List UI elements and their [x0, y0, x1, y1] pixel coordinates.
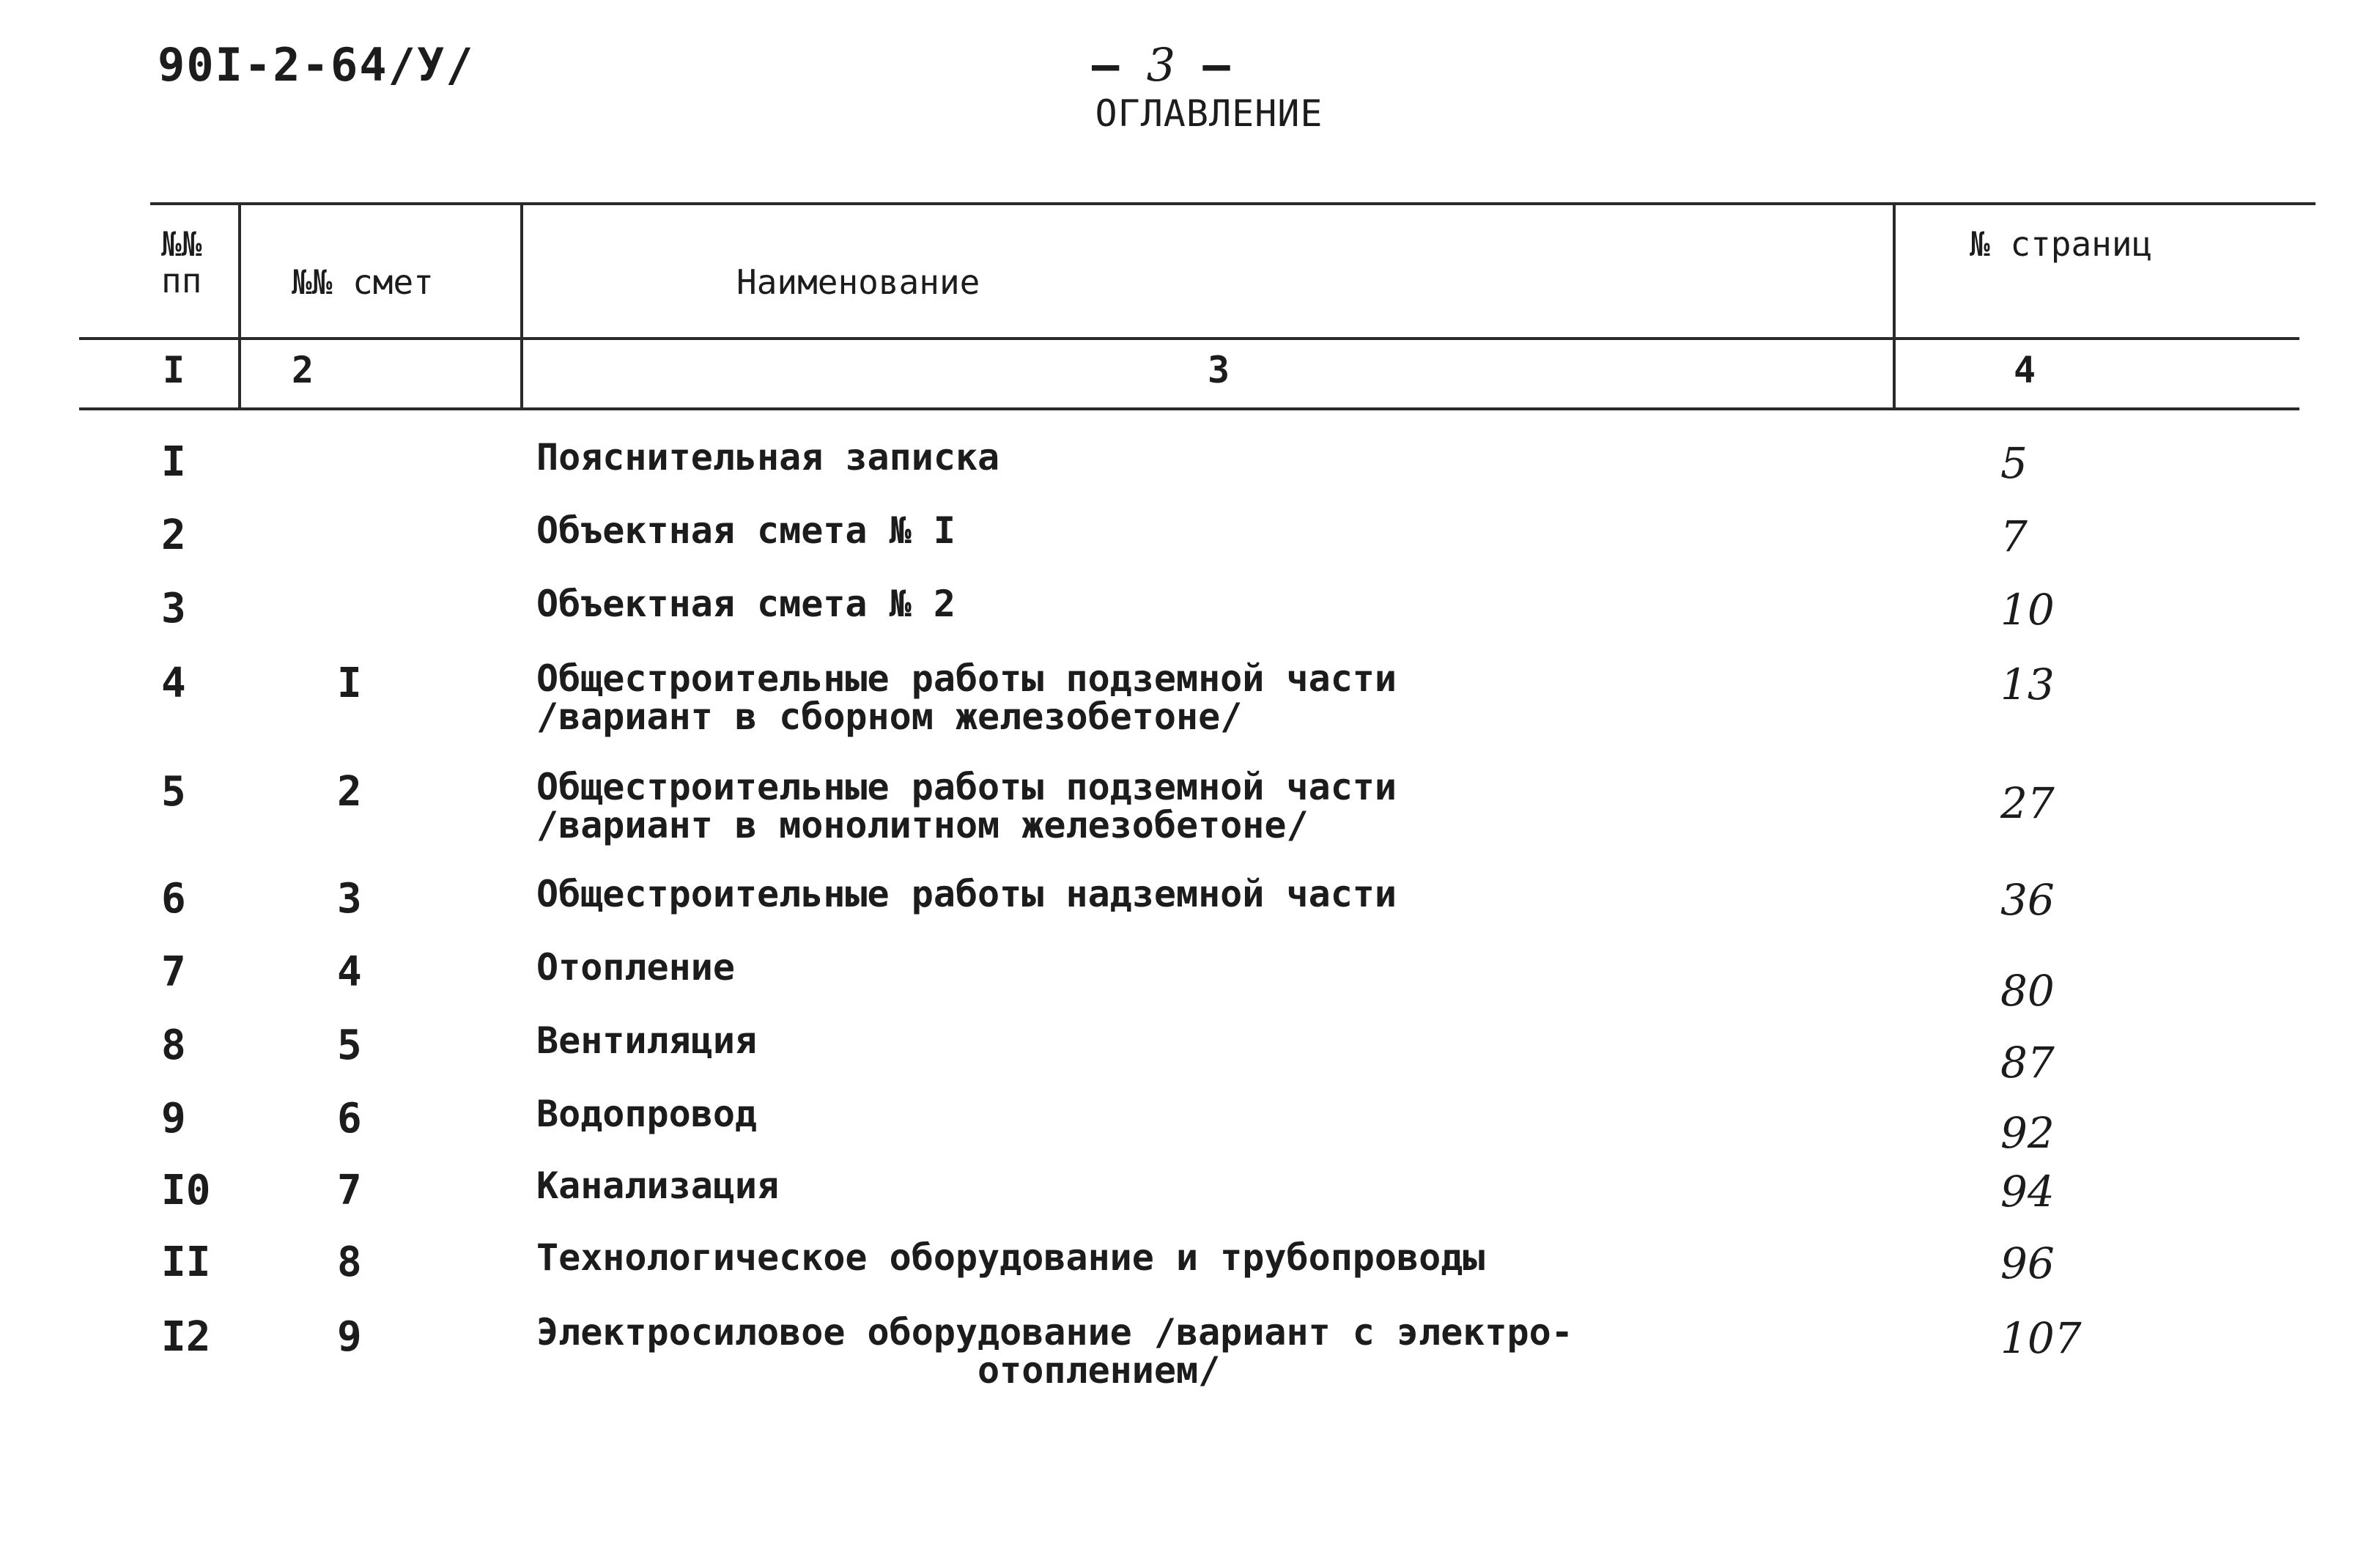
header-page: № страниц — [1970, 224, 2153, 264]
row-estimate: 6 — [337, 1095, 362, 1142]
row-number: 9 — [161, 1095, 186, 1142]
row-title: Вентиляция — [536, 1019, 758, 1062]
row-estimate: 5 — [337, 1022, 362, 1069]
header-estimate: №№ смет — [292, 262, 434, 302]
row-number: 5 — [161, 768, 186, 816]
row-title: Отопление — [536, 946, 735, 989]
row-page: 96 — [2000, 1238, 2055, 1288]
header-number: №№ пп — [161, 224, 202, 300]
column-divider-1 — [238, 205, 241, 407]
row-title: Общестроительные работы подземной части /вариант в монолитном железобетоне/ — [536, 766, 1397, 846]
row-number: II — [161, 1238, 211, 1286]
row-page: 5 — [2000, 438, 2028, 488]
row-title: Объектная смета № I — [536, 509, 956, 552]
row-title: Объектная смета № 2 — [536, 583, 956, 625]
table-top-rule — [150, 202, 2316, 205]
row-title: Пояснительная записка — [536, 436, 1000, 479]
row-page: 94 — [2000, 1167, 2055, 1217]
row-title: Общестроительные работы надземной части — [536, 873, 1397, 915]
table-header-rule — [79, 337, 2299, 340]
row-title: Канализация — [536, 1164, 780, 1207]
colnum-1: I — [163, 349, 185, 391]
row-page: 27 — [2000, 778, 2055, 828]
row-number: I0 — [161, 1167, 211, 1214]
page-number-value: 3 — [1146, 38, 1176, 92]
row-page: 13 — [2000, 660, 2055, 709]
row-number: 7 — [161, 948, 186, 996]
row-title: Водопровод — [536, 1093, 758, 1135]
row-estimate: 4 — [337, 948, 362, 996]
row-number: I — [161, 438, 186, 486]
row-number: 4 — [161, 660, 186, 707]
row-number: 8 — [161, 1022, 186, 1069]
row-estimate: 8 — [337, 1238, 362, 1286]
column-divider-3 — [1893, 202, 1896, 409]
row-page: 36 — [2000, 875, 2055, 925]
table-colnum-rule — [79, 407, 2299, 410]
document-code: 90I-2-64/У/ — [158, 38, 475, 92]
row-page: 80 — [2000, 966, 2055, 1016]
row-estimate: 2 — [337, 768, 362, 816]
row-number: I2 — [161, 1313, 211, 1361]
row-page: 10 — [2000, 585, 2055, 635]
row-estimate: I — [337, 660, 362, 707]
row-number: 3 — [161, 585, 186, 632]
row-page: 87 — [2000, 1038, 2055, 1088]
row-title: Общестроительные работы подземной части /вариант в сборном железобетоне/ — [536, 657, 1397, 738]
row-estimate: 3 — [337, 875, 362, 923]
row-title: Технологическое оборудование и трубопроводы — [536, 1236, 1485, 1279]
row-page: 107 — [2000, 1313, 2082, 1363]
row-page: 7 — [2000, 512, 2028, 561]
row-number: 2 — [161, 512, 186, 559]
header-name: Наименование — [736, 262, 980, 302]
row-estimate: 7 — [337, 1167, 362, 1214]
row-title: Электросиловое оборудование /вариант с электро- отоплением/ — [536, 1311, 1573, 1392]
row-estimate: 9 — [337, 1313, 362, 1361]
column-divider-2 — [520, 205, 523, 407]
colnum-2: 2 — [292, 349, 314, 391]
row-number: 6 — [161, 875, 186, 923]
page-number: – 3 – — [1092, 38, 1230, 92]
colnum-3: 3 — [1208, 349, 1230, 391]
row-page: 92 — [2000, 1108, 2055, 1158]
colnum-4: 4 — [2014, 349, 2036, 391]
page-title: ОГЛАВЛЕНИЕ — [1095, 92, 1323, 135]
